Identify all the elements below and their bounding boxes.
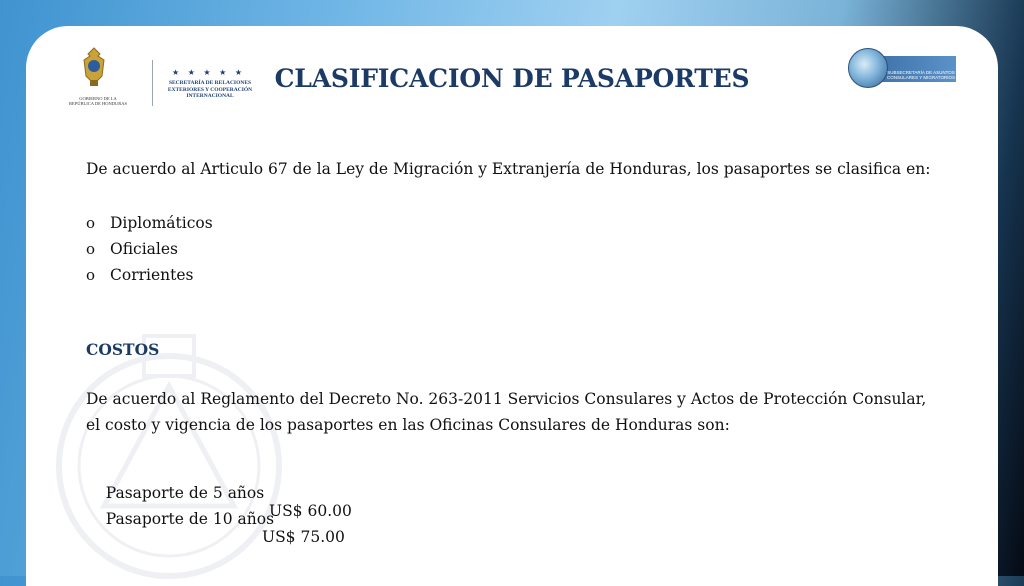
stars-icon: ★ ★ ★ ★ ★ bbox=[172, 68, 246, 77]
price-label: Pasaporte de 10 años bbox=[105, 510, 275, 528]
intro-text: De acuerdo al Articulo 67 de la Ley de Migración y Extranjería de Honduras, los pasaportes se clasifica en: bbox=[86, 160, 931, 178]
ministry-text: SECRETARÍA DE RELACIONES EXTERIORES Y COOPERACIÓN INTERNACIONAL bbox=[167, 80, 253, 99]
bullet-marker: o bbox=[86, 266, 96, 284]
costos-line-1: De acuerdo al Reglamento del Decreto No. 263-2011 Servicios Consulares y Actos de Protección Consular, bbox=[86, 390, 927, 408]
bullet-marker: o bbox=[86, 240, 96, 258]
costos-line-2: el costo y vigencia de los pasaportes en las Oficinas Consulares de Honduras son: bbox=[86, 416, 730, 434]
list-item bbox=[86, 210, 213, 236]
page-title: CLASIFICACION DE PASAPORTES bbox=[274, 64, 750, 93]
price-amount: US$ 60.00 bbox=[269, 502, 352, 520]
list-item-label: Diplomáticos bbox=[110, 214, 213, 232]
list-item bbox=[86, 236, 213, 262]
passport-types-list bbox=[86, 210, 213, 288]
price-label: Pasaporte de 5 años bbox=[105, 484, 265, 502]
consular-logo-text: SUBSECRETARÍA DE ASUNTOS CONSULARES Y MIGRATORIOS bbox=[887, 70, 955, 80]
bullet-marker: o bbox=[86, 214, 96, 232]
gobierno-text: GOBIERNO DE LA REPÚBLICA DE HONDURAS bbox=[68, 96, 127, 106]
list-item-label: Corrientes bbox=[110, 266, 194, 284]
list-item-label: Oficiales bbox=[110, 240, 179, 258]
costos-heading: COSTOS bbox=[86, 340, 160, 359]
list-item bbox=[86, 262, 213, 288]
slide-frame bbox=[26, 26, 998, 586]
price-amount: US$ 75.00 bbox=[262, 528, 345, 546]
